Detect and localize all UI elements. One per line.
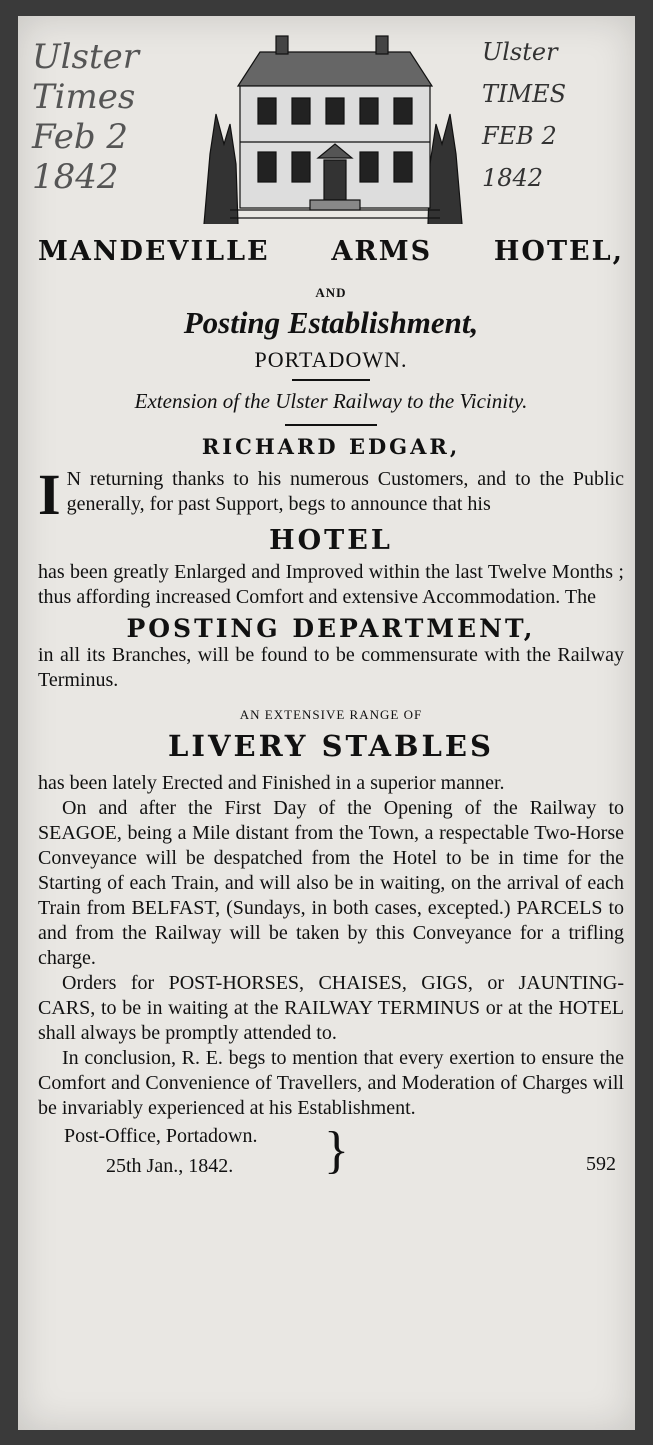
advertisement-content (38, 236, 624, 1185)
hand-left-line: 1842 (32, 157, 119, 197)
hotel-name-heading: MANDEVILLE ARMS HOTEL, (38, 236, 624, 267)
hand-right-line: 1842 (482, 164, 544, 192)
address-line: Post-Office, Portadown. (64, 1125, 258, 1147)
conclusion-paragraph: In conclusion, R. E. begs to mention that every exertion to ensure the Comfort and Convenience of Travellers, and Moderation of Charges will be invariably experienced at his Establishment. (38, 1047, 624, 1119)
hand-left-line: Ulster (32, 37, 140, 77)
drop-cap: I (38, 462, 61, 527)
hotel-paragraph: has been greatly Enlarged and Improved within the last Twelve Months ; thus affording increased Comfort and extensive Accommodation. The (38, 561, 624, 608)
hand-right-line: FEB 2 (482, 122, 557, 150)
intro-text: N returning thanks to his numerous Customers, and to the Public generally, for past Support, begs to announce that his (66, 468, 624, 515)
railway-conveyance-paragraph: On and after the First Day of the Opening of the Railway to SEAGOE, being a Mile distant from the Town, a respectable Two-Horse Conveyance will be despatched from the Hotel to be in time for the Starting of each Train, and will also be in waiting, on the arrival of each Train from BELFAST, (Sundays, in both cases, excepted.) PARCELS to and from the Railway will be taken by this Conveyance for a trifling charge. (38, 797, 624, 969)
hand-right-line: Ulster (482, 38, 558, 66)
and-line: AND (315, 285, 347, 300)
proprietor-name: RICHARD EDGAR, (201, 434, 461, 459)
hand-right-line: TIMES (482, 80, 567, 108)
divider-rule (285, 424, 377, 426)
signature-block (38, 1122, 624, 1185)
intro-paragraph (38, 462, 624, 527)
livery-paragraph: has been lately Erected and Finished in a superior manner. (38, 772, 505, 794)
hotel-section-heading: HOTEL (269, 525, 393, 556)
handwritten-note-left (32, 37, 140, 200)
brace-symbol: } (324, 1122, 349, 1179)
posting-department-heading: POSTING DEPARTMENT, (126, 614, 536, 643)
town-name: PORTADOWN. (254, 347, 408, 372)
posting-establishment-heading: Posting Establishment, (183, 305, 479, 340)
railway-extension-line: Extension of the Ulster Railway to the Vicinity. (134, 389, 528, 413)
ad-number: 592 (586, 1153, 616, 1175)
posting-paragraph: in all its Branches, will be found to be commensurate with the Railway Terminus. (38, 644, 624, 691)
hotel-engraving-image (200, 34, 466, 226)
date-line: 25th Jan., 1842. (106, 1155, 234, 1177)
livery-stables-heading: LIVERY STABLES (168, 729, 494, 763)
handwritten-note-right (482, 40, 566, 208)
orders-paragraph: Orders for POST-HORSES, CHAISES, GIGS, or JAUNTING-CARS, to be in waiting at the RAILWAY TERMINUS or at the HOTEL shall always be promptly attended to. (38, 972, 624, 1044)
range-line: AN EXTENSIVE RANGE OF (239, 707, 423, 722)
hand-left-line: Feb 2 (32, 117, 129, 157)
hand-left-line: Times (32, 77, 136, 117)
divider-rule (292, 379, 370, 381)
